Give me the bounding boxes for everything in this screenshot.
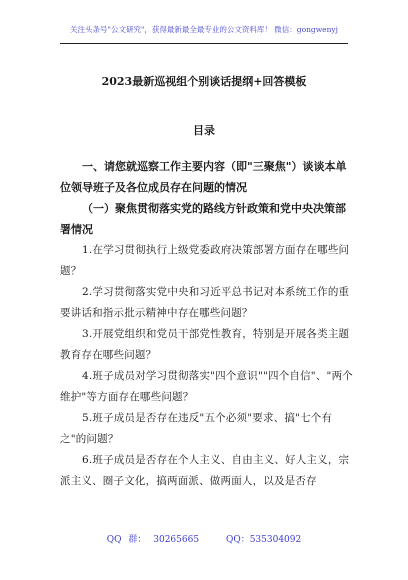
toc-heading: 目录 — [193, 124, 215, 137]
header-divider — [60, 43, 348, 44]
footer-contact — [0, 532, 408, 545]
header-notice: 关注头条号"公文研究"，获得最新最全最专业的公文资料库！ 微信：gongwenyj — [70, 25, 338, 34]
footer-qq-number: QQ：535304092 — [225, 535, 302, 545]
question-item: 3.开展党组织和党员干部党性教育，特别是开展各类主题教育存在哪些问题？ — [60, 328, 350, 361]
question-item: 5.班子成员是否存在违反"五个必须"要求、搞"七个有之"的问题？ — [60, 412, 333, 445]
document-title: 2023最新巡视组个别谈话提纲+回答模板 — [101, 75, 307, 88]
footer-qq-group: QQ 群： 30265665 — [106, 535, 200, 545]
section-heading-1: 一、请您就巡察工作主要内容（即"三聚焦"）谈谈本单位领导班子及各位成员存在问题的情况 — [60, 160, 347, 194]
question-item: 4.班子成员对学习贯彻落实"四个意识""四个自信"、"两个维护"等方面存在哪些问题？ — [60, 370, 353, 403]
question-item: 6.班子成员是否存在个人主义、自由主义、好人主义，宗派主义、圈子文化，搞两面派、做两面人，以及是否存 — [60, 454, 350, 487]
document-body — [60, 156, 356, 492]
question-item: 2.学习贯彻落实党中央和习近平总书记对本系统工作的重要讲话和指示批示精神中存在哪些问题？ — [60, 286, 350, 319]
subsection-heading-1: （一）聚焦贯彻落实党的路线方针政策和党中央决策部署情况 — [60, 202, 346, 236]
question-item: 1.在学习贯彻执行上级党委政府决策部署方面存在哪些问题？ — [60, 244, 350, 277]
